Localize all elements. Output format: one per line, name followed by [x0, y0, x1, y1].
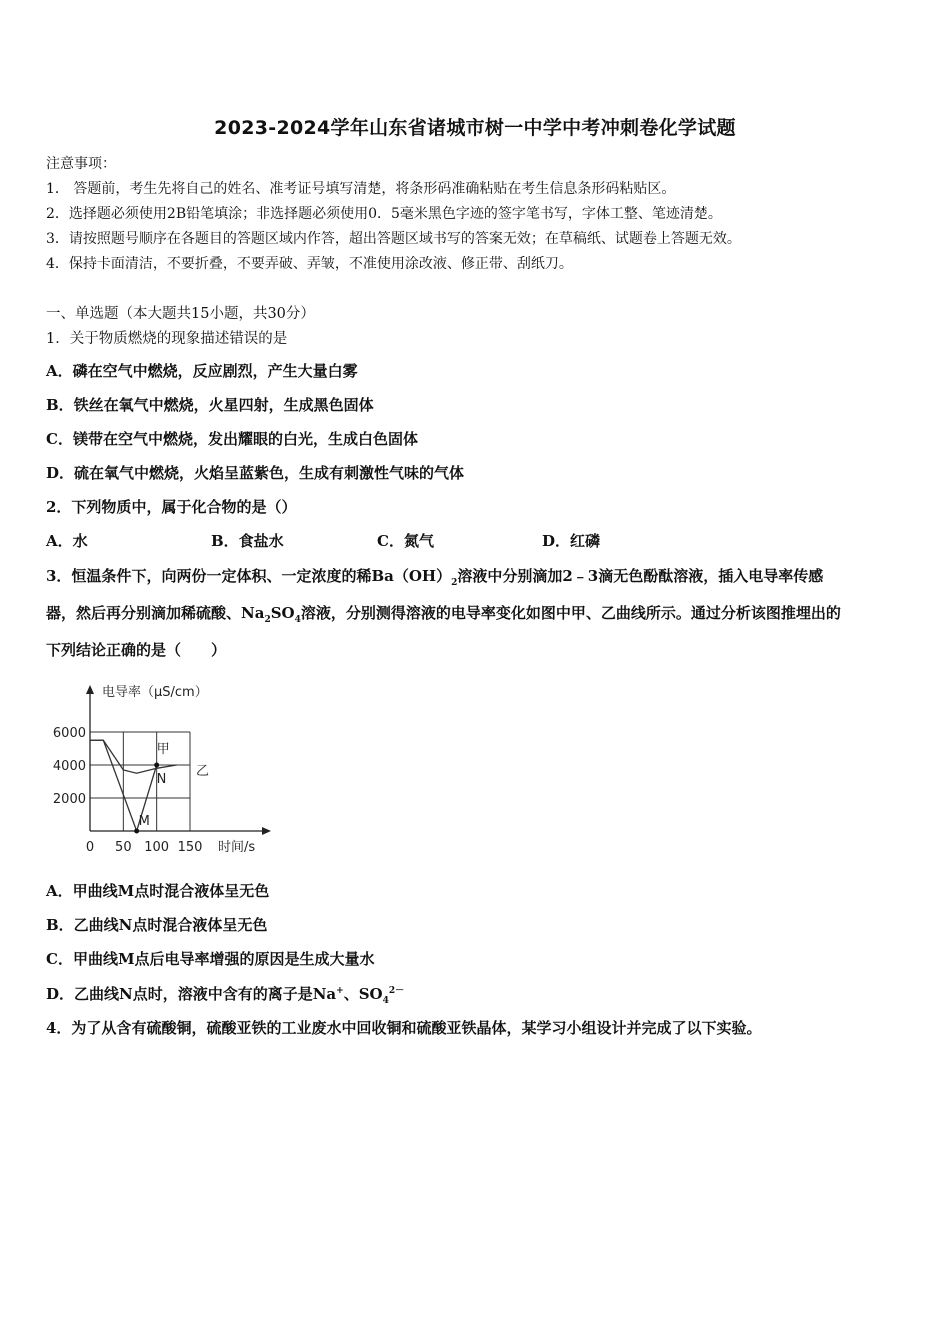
q1-option-d: D．硫在氧气中燃烧，火焰呈蓝紫色，生成有刺激性气味的气体 — [46, 464, 465, 482]
x-tick-label: 150 — [177, 840, 203, 855]
y-axis-arrow — [86, 685, 94, 694]
q3-line-1: 3．恒温条件下，向两份一定体积、一定浓度的稀$Ba(OH)_2$溶液中分别滴加2﹣3滴无色酚酞溶液，插入电导率传感 — [46, 567, 824, 588]
chart-xlabel: 时间/s — [218, 840, 256, 855]
page-title: 2023-2024学年山东省诸城市树一中学中考冲刺卷化学试题 — [214, 117, 736, 139]
y-tick-label: 2000 — [52, 792, 86, 807]
point-m — [134, 829, 139, 834]
x-axis-arrow — [262, 827, 271, 835]
point-n — [154, 763, 159, 768]
notice-item-2: 2．选择题必须使用2B铅笔填涂；非选择题必须使用0．5毫米黑色字迹的签字笔书写，字体工整、笔迹清楚。 — [46, 206, 722, 222]
q3-option-d: D．乙曲线N点时，溶液中含有的离子是Na+、$SO_4^{2-}$ — [46, 985, 405, 1006]
q3-option-c: C．甲曲线M点后电导率增强的原因是生成大量水 — [46, 950, 375, 968]
q3-line-3: 下列结论正确的是（ ） — [46, 641, 227, 659]
notice-item-4: 4．保持卡面清洁，不要折叠，不要弄破、弄皱，不准使用涂改液、修正带、刮纸刀。 — [46, 256, 573, 272]
q2-option-b: B．食盐水 — [211, 532, 284, 550]
series-label-jia: 甲 — [156, 742, 170, 757]
q4-stem: 4．为了从含有硫酸铜，硫酸亚铁的工业废水中回收铜和硫酸亚铁晶体，某学习小组设计并完成了以下实验。 — [46, 1019, 762, 1037]
point-label-n: N — [156, 772, 167, 787]
notice-item-1: 1． 答题前，考生先将自己的姓名、准考证号填写清楚，将条形码准确粘贴在考生信息条形码粘贴区。 — [46, 181, 676, 197]
q3-line-2: 器，然后再分别滴加稀硫酸、$Na_2SO_4$溶液，分别测得溶液的电导率变化如图中甲、乙曲线所示。通过分析该图推埋出的 — [46, 604, 841, 625]
q1-stem: 1．关于物质燃烧的现象描述错误的是 — [46, 331, 288, 347]
q2-option-d: D．红磷 — [542, 532, 601, 550]
notice-heading: 注意事项： — [46, 156, 116, 172]
x-tick-label: 50 — [115, 840, 132, 855]
x-tick-label: 0 — [85, 840, 95, 855]
q1-option-c: C．镁带在空气中燃烧，发出耀眼的白光，生成白色固体 — [46, 430, 418, 448]
chart-axes — [86, 685, 271, 835]
q2-option-a: A．水 — [46, 532, 88, 550]
x-tick-label: 100 — [144, 840, 170, 855]
notice-item-3: 3．请按照题号顺序在各题目的答题区域内作答，超出答题区域书写的答案无效；在草稿纸、试题卷上答题无效。 — [46, 231, 741, 247]
y-tick-label: 4000 — [52, 759, 86, 774]
chart-ticks — [53, 726, 203, 855]
q3-option-a: A．甲曲线M点时混合液体呈无色 — [46, 882, 270, 900]
point-label-m: M — [138, 814, 150, 829]
q1-option-a: A．磷在空气中燃烧，反应剧烈，产生大量白雾 — [46, 362, 358, 380]
section-heading: 一、单选题（本大题共15小题，共30分） — [46, 306, 315, 322]
q1-option-b: B．铁丝在氧气中燃烧，火星四射，生成黑色固体 — [46, 396, 374, 414]
conductivity-chart — [40, 676, 290, 861]
y-tick-label: 6000 — [52, 726, 86, 741]
q2-option-c: C．氮气 — [377, 532, 434, 550]
q2-stem: 2．下列物质中，属于化合物的是（） — [46, 498, 297, 516]
chart-ylabel: 电导率（μS/cm） — [102, 685, 208, 700]
series-label-yi: 乙 — [196, 764, 210, 779]
q3-option-b: B．乙曲线N点时混合液体呈无色 — [46, 916, 268, 934]
